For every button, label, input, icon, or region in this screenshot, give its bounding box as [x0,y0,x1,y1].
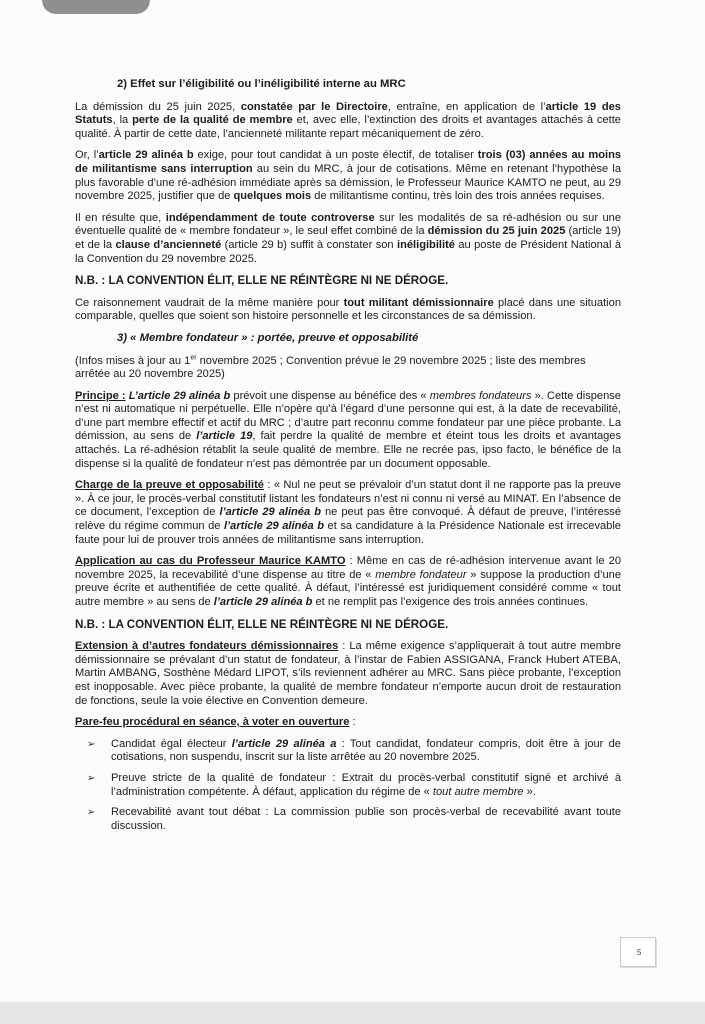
section-2-paragraph-1: La démission du 25 juin 2025, constatée par le Directoire, entraîne, en application de l’article 19 des Statuts, la perte de la qualité de membre et, avec elle, l’extinction des droits et avantages attachés à cette qualité. À partir de cette date, l’ancienneté militante repart mécaniquement de zéro. [75,100,621,140]
list-item: ➢ Preuve stricte de la qualité de fondateur : Extrait du procès-verbal constitutif signé et archivé à l’administration compétente. À défaut, application du régime de « tout autre membre ». [87,771,621,798]
document-body [75,78,621,840]
pare-feu-heading: Pare-feu procédural en séance, à voter en ouverture : [75,716,356,729]
nota-bene-2: N.B. : LA CONVENTION ÉLIT, ELLE NE RÉINTÈGRE NI NE DÉROGE. [75,617,449,631]
section-2-paragraph-4: Ce raisonnement vaudrait de la même manière pour tout militant démissionnaire placé dans une situation comparable, quelles que soient son histoire personnelle et les circonstances de sa démission. [75,296,621,323]
page-number: 5 [637,948,642,957]
pare-feu-list [75,738,621,834]
nota-bene-1: N.B. : LA CONVENTION ÉLIT, ELLE NE RÉINTÈGRE NI NE DÉROGE. [75,274,449,288]
section-3-heading: 3) « Membre fondateur » : portée, preuve et opposabilité [117,331,419,344]
arrow-bullet-icon: ➢ [87,807,96,819]
charge-preuve-paragraph: Charge de la preuve et opposabilité : « Nul ne peut se prévaloir d’un statut dont il ne rapporte pas la preuve ». À ce jour, le procès-verbal constitutif listant les fondateurs n’est ni connu ni versé au MINAT. En l’absence de ce document, l’exception de l’article 29 alinéa b ne peut pas être convoqué. À défaut de preuve, l’intéressé relève du régime commun de l’article 29 alinéa b et sa candidature à la Présidence Nationale est irrecevable faute pour lui de prouver trois années de militantisme sans interruption. [75,479,621,546]
extension-paragraph: Extension à d’autres fondateurs démissionnaires : La même exigence s’appliquerait à tout autre membre démissionnaire se prévalant d’un statut de fondateur, à l’instar de Fabien ASSIGANA, Franck Hubert ATEBA, Martin AMBANG, Sosthène Médard LIPOT, s’ils reviennent adhérer au MRC. Sans pièce probante, l’exception est inopposable. Avec pièce probante, la qualité de membre fondateur n’emporte aucun droit de restauration de fonctions, seule la voie élective en Convention demeure. [75,640,621,707]
page-tab-decoration [42,0,150,14]
section-2-paragraph-2: Or, l’article 29 alinéa b exige, pour tout candidat à un poste électif, de totaliser trois (03) années au moins de militantisme sans interruption au sein du MRC, à jour de cotisations. Même en retenant l’hypothèse la plus favorable d’une ré-adhésion immédiate après sa démission, le Professeur Maurice KAMTO ne peut, au 29 novembre 2025, justifier que de quelques mois de militantisme continu, très loin des trois années requises. [75,149,622,203]
principe-paragraph: Principe : L’article 29 alinéa b prévoit une dispense au bénéfice des « membres fondateurs ». Cette dispense n’est ni automatique ni perpétuelle. Elle n’opère qu’à l’égard d’une personne qui est, à la date de recevabilité, d’une part membre effectif et actif du MRC ; d’autre part reconnu comme fondateur par une pièce probante. La démission, au sens de l’article 19, fait perdre la qualité de membre et éteint tous les droits et avantages attachés. La ré-adhésion rétablit la seule qualité de membre. Elle ne recrée pas, ipso facto, le bénéfice de la dispense si la qualité de fondateur n’est pas démontrée par un document opposable. [75,389,621,470]
application-kamto-paragraph: Application au cas du Professeur Maurice KAMTO : Même en cas de ré-adhésion intervenue avant le 20 novembre 2025, la recevabilité d’une dispense au titre de « membre fondateur » suppose la production d’une preuve écrite et authentifiée de cette qualité. À défaut, l’intéressé est juridiquement considéré comme « tout autre membre » au sens de l’article 29 alinéa b et ne remplit pas l’exigence des trois années continues. [75,555,622,608]
arrow-bullet-icon: ➢ [87,772,96,784]
list-item: ➢ Candidat égal électeur l’article 29 alinéa a : Tout candidat, fondateur compris, doit être à jour de cotisations, non suspendu, inscrit sur la liste arrêtée au 20 novembre 2025. [87,737,621,764]
list-item: ➢ Recevabilité avant tout débat : La commission publie son procès-verbal de recevabilité avant toute discussion. [87,806,621,832]
section-2-heading: 2) Effet sur l’éligibilité ou l’inéligibilité interne au MRC [117,78,406,90]
arrow-bullet-icon: ➢ [87,738,96,750]
bottom-strip [0,1002,705,1024]
section-3-info-note: (Infos mises à jour au 1er novembre 2025 ; Convention prévue le 29 novembre 2025 ; liste des membres arrêtée au 20 novembre 2025) [75,353,586,381]
section-2-paragraph-3: Il en résulte que, indépendamment de toute controverse sur les modalités de sa ré-adhésion ou sur une éventuelle qualité de « membre fondateur », le seul effet combiné de la démission du 25 juin 2025 (article 19) et de la clause d’ancienneté (article 29 b) suffit à constater son inéligibilité au poste de Président National à la Convention du 29 novembre 2025. [75,211,622,265]
page-number-box [620,937,656,967]
